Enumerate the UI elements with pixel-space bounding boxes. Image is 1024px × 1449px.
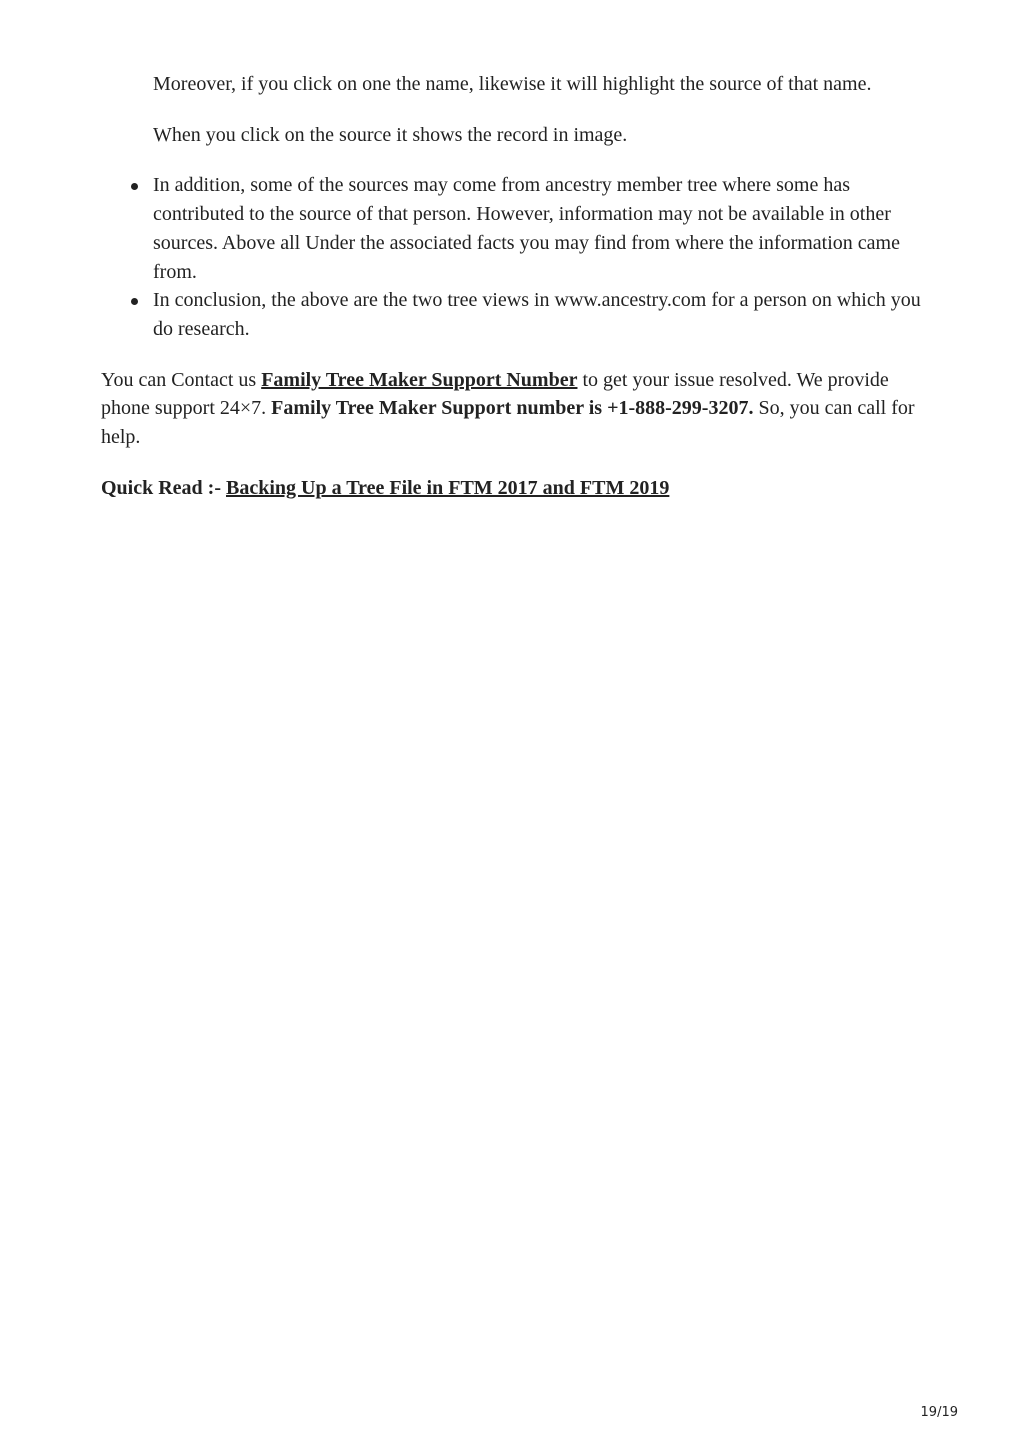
support-number-link[interactable]: Family Tree Maker Support Number [261,368,578,391]
contact-tail-text: So, you can call for help. [101,397,915,449]
bullet-icon [131,298,138,305]
bullet-icon [131,183,138,190]
article-content [101,70,931,524]
list-item [153,286,931,343]
support-number-bold: Family Tree Maker Support number is +1-888-299-3207. [271,397,754,420]
bullet-list [101,171,931,343]
list-item-text: In conclusion, the above are the two tree views in www.ancestry.com for a person on which you do research. [153,289,921,340]
quick-read-link[interactable]: Backing Up a Tree File in FTM 2017 and FTM 2019 [226,476,670,499]
contact-mid-text: to get your issue resolved. We provide phone support 24×7. [101,368,889,420]
contact-paragraph [101,366,931,452]
paragraph-highlight-source: Moreover, if you click on one the name, likewise it will highlight the source of that name. [153,73,872,95]
page-number: 19/19 [920,1405,958,1420]
list-item [153,171,931,286]
contact-lead-text: You can Contact us [101,368,262,391]
list-item-text: In addition, some of the sources may come from ancestry member tree where some has contributed to the source of that person. However, information may not be available in other sources. Above all Under the associated facts you may find from where the information came from. [153,174,900,283]
paragraph-source-record: When you click on the source it shows the record in image. [153,123,628,146]
quick-read-label: Quick Read :- [101,476,226,499]
quick-read-paragraph [101,474,931,503]
